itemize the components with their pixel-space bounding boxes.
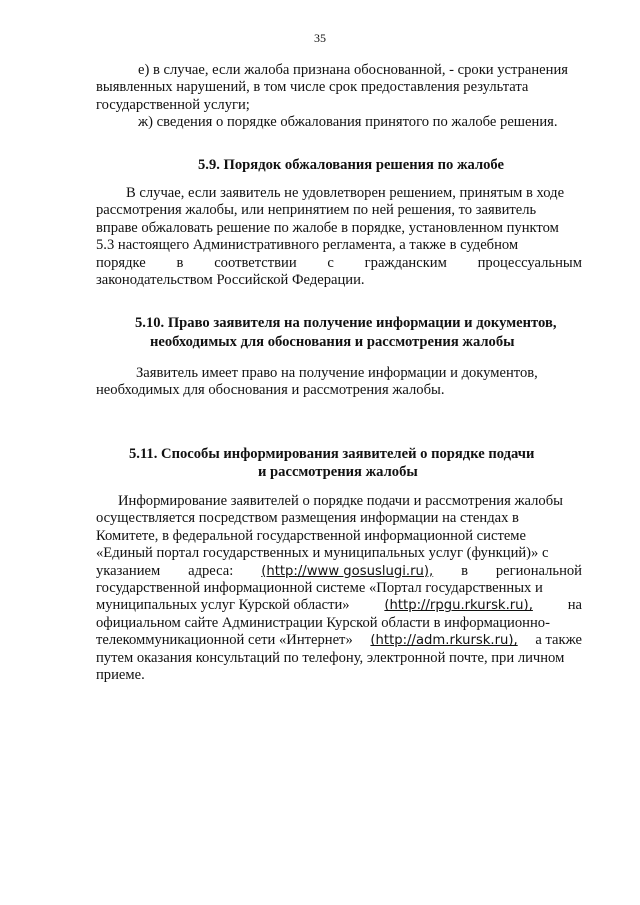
gosuslugi-link[interactable]: (http://www gosuslugi.ru),	[261, 563, 434, 579]
section-5-11-heading-line2: и рассмотрения жалобы	[258, 464, 418, 480]
section-5-10-heading-line2: необходимых для обоснования и рассмотрения жалобы	[150, 334, 515, 350]
paragraph-line-justified	[96, 563, 582, 580]
rpgu-link[interactable]: (http://rpgu.rkursk.ru),	[384, 598, 533, 614]
paragraph-line: необходимых для обоснования и рассмотрения жалобы.	[96, 382, 445, 399]
paragraph-line: рассмотрения жалобы, или непринятием по ней решения, то заявитель	[96, 202, 537, 219]
paragraph-line: Комитете, в федеральной государственной информационной системе	[96, 527, 527, 544]
page-number: 35	[314, 31, 326, 45]
text-segment: а также	[535, 632, 582, 649]
paragraph-line: законодательством Российской Федерации.	[96, 272, 365, 289]
paragraph-line: приеме.	[96, 667, 145, 684]
paragraph-line: «Единый портал государственных и муниципальных услуг (функций)» с	[96, 545, 549, 562]
list-item-e-line2: выявленных нарушений, в том числе срок предоставления результата	[96, 79, 529, 96]
section-5-11-body	[96, 493, 582, 684]
list-item-zh: ж) сведения о порядке обжалования принятого по жалобе решения.	[138, 114, 558, 131]
text-segment: телекоммуникационной сети «Интернет»	[96, 632, 353, 649]
paragraph-line: осуществляется посредством размещения информации на стендах в	[96, 510, 519, 527]
paragraph-line: Заявитель имеет право на получение информации и документов,	[136, 365, 538, 381]
paragraph-line: В случае, если заявитель не удовлетворен решением, принятым в ходе	[126, 185, 565, 201]
text-segment: муниципальных услуг Курской области»	[96, 597, 350, 614]
list-item-e-line3: государственной услуги;	[96, 96, 250, 113]
section-5-11-heading-line1: 5.11. Способы информирования заявителей о порядке подачи	[129, 446, 535, 462]
section-5-9-heading: 5.9. Порядок обжалования решения по жалобе	[198, 157, 505, 173]
list-item-e-line1: е) в случае, если жалоба признана обоснованной, - сроки устранения	[138, 62, 568, 78]
section-5-10-heading-line1: 5.10. Право заявителя на получение информации и документов,	[135, 315, 557, 331]
paragraph-line: государственной информационной системе «Портал государственных и	[96, 580, 543, 597]
paragraph-line-justified	[96, 597, 582, 614]
word: процессуальным	[477, 254, 582, 271]
section-5-9-body	[96, 185, 582, 289]
word: в	[461, 562, 468, 579]
list-items	[96, 62, 582, 132]
paragraph-line: 5.3 настоящего Административного регламента, а также в судебном	[96, 237, 519, 254]
word: адреса:	[188, 562, 234, 579]
paragraph-line-justified	[96, 632, 582, 649]
word: в	[176, 254, 184, 271]
word: порядке	[96, 254, 146, 271]
paragraph-line-justified	[96, 255, 582, 272]
word: соответствии	[214, 254, 297, 271]
paragraph-line: официальном сайте Администрации Курской области в информационно-	[96, 614, 550, 631]
word: указанием	[96, 562, 161, 579]
word: региональной	[495, 562, 582, 579]
paragraph-line: вправе обжаловать решение по жалобе в порядке, установленном пунктом	[96, 219, 559, 236]
word: с	[327, 254, 334, 271]
paragraph-line: путем оказания консультаций по телефону, электронной почте, при личном	[96, 649, 565, 666]
section-5-10-body	[96, 365, 582, 400]
word: гражданским	[364, 254, 447, 271]
word: на	[567, 597, 582, 614]
adm-link[interactable]: (http://adm.rkursk.ru),	[370, 633, 518, 649]
paragraph-line: Информирование заявителей о порядке подачи и рассмотрения жалобы	[118, 493, 563, 509]
